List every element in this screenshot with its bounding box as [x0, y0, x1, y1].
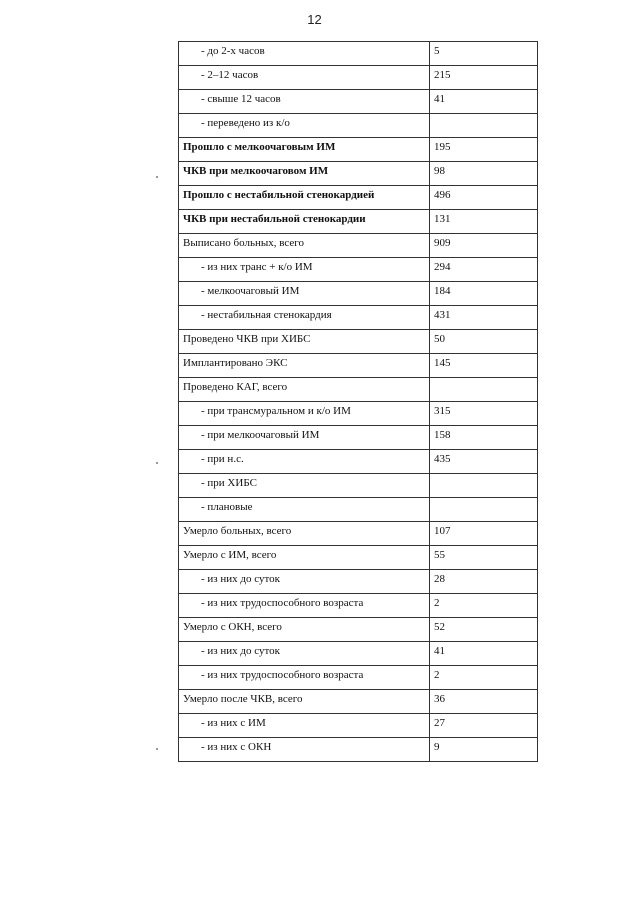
- row-label: Проведено КАГ, всего: [179, 378, 430, 402]
- table-row: [179, 402, 538, 426]
- row-label: Прошло с мелкоочаговым ИМ: [179, 138, 430, 162]
- row-label: - свыше 12 часов: [179, 90, 430, 114]
- statistics-table: [178, 41, 538, 762]
- row-value: 55: [430, 546, 538, 570]
- row-value: 431: [430, 306, 538, 330]
- table-row: [179, 450, 538, 474]
- table-row: [179, 66, 538, 90]
- row-label: - из них до суток: [179, 570, 430, 594]
- row-label: Проведено ЧКВ при ХИБС: [179, 330, 430, 354]
- table-row: [179, 282, 538, 306]
- row-label: - из них до суток: [179, 642, 430, 666]
- table-row: [179, 714, 538, 738]
- table-row: [179, 498, 538, 522]
- table-row: [179, 690, 538, 714]
- row-label: Имплантировано ЭКС: [179, 354, 430, 378]
- table-body: [179, 42, 538, 762]
- row-label: - мелкоочаговый ИМ: [179, 282, 430, 306]
- row-label: - при трансмуральном и к/о ИМ: [179, 402, 430, 426]
- table-row: [179, 42, 538, 66]
- table-row: [179, 738, 538, 762]
- row-label: Умерло с ОКН, всего: [179, 618, 430, 642]
- row-value: [430, 498, 538, 522]
- row-label: Умерло больных, всего: [179, 522, 430, 546]
- table-row: [179, 546, 538, 570]
- row-value: 496: [430, 186, 538, 210]
- table-row: [179, 330, 538, 354]
- table-row: [179, 306, 538, 330]
- table-row: [179, 210, 538, 234]
- row-value: 27: [430, 714, 538, 738]
- table-row: [179, 570, 538, 594]
- row-value: 145: [430, 354, 538, 378]
- table-row: [179, 378, 538, 402]
- row-label: - переведено из к/о: [179, 114, 430, 138]
- row-value: 909: [430, 234, 538, 258]
- row-label: Умерло после ЧКВ, всего: [179, 690, 430, 714]
- row-value: 2: [430, 594, 538, 618]
- row-value: 2: [430, 666, 538, 690]
- row-label: - из них транс + к/о ИМ: [179, 258, 430, 282]
- row-value: 9: [430, 738, 538, 762]
- row-value: 315: [430, 402, 538, 426]
- row-value: 41: [430, 642, 538, 666]
- row-label: Прошло с нестабильной стенокардией: [179, 186, 430, 210]
- row-label: - из них трудоспособного возраста: [179, 666, 430, 690]
- row-label: ЧКВ при нестабильной стенокардии: [179, 210, 430, 234]
- margin-mark: [156, 176, 158, 178]
- row-value: 50: [430, 330, 538, 354]
- row-value: 215: [430, 66, 538, 90]
- row-value: 195: [430, 138, 538, 162]
- row-value: 107: [430, 522, 538, 546]
- table-row: [179, 138, 538, 162]
- table-row: [179, 522, 538, 546]
- row-label: - 2–12 часов: [179, 66, 430, 90]
- row-value: 36: [430, 690, 538, 714]
- row-value: 158: [430, 426, 538, 450]
- row-value: [430, 474, 538, 498]
- row-label: Выписано больных, всего: [179, 234, 430, 258]
- table-row: [179, 186, 538, 210]
- table-row: [179, 234, 538, 258]
- table-row: [179, 90, 538, 114]
- row-value: 98: [430, 162, 538, 186]
- row-label: - из них с ОКН: [179, 738, 430, 762]
- row-value: 5: [430, 42, 538, 66]
- row-value: 41: [430, 90, 538, 114]
- table-row: [179, 114, 538, 138]
- table-row: [179, 474, 538, 498]
- row-value: [430, 114, 538, 138]
- row-value: 184: [430, 282, 538, 306]
- table-row: [179, 354, 538, 378]
- table-row: [179, 642, 538, 666]
- row-label: - из них с ИМ: [179, 714, 430, 738]
- page-number: 12: [307, 12, 322, 27]
- row-label: ЧКВ при мелкоочаговом ИМ: [179, 162, 430, 186]
- row-value: 294: [430, 258, 538, 282]
- row-label: - из них трудоспособного возраста: [179, 594, 430, 618]
- row-label: - при н.с.: [179, 450, 430, 474]
- row-label: - до 2-х часов: [179, 42, 430, 66]
- row-value: 52: [430, 618, 538, 642]
- table-row: [179, 666, 538, 690]
- table-row: [179, 258, 538, 282]
- table-row: [179, 594, 538, 618]
- row-label: - нестабильная стенокардия: [179, 306, 430, 330]
- row-label: - плановые: [179, 498, 430, 522]
- row-value: [430, 378, 538, 402]
- table-row: [179, 162, 538, 186]
- table-row: [179, 426, 538, 450]
- row-label: - при мелкоочаговый ИМ: [179, 426, 430, 450]
- row-value: 28: [430, 570, 538, 594]
- table-row: [179, 618, 538, 642]
- row-value: 435: [430, 450, 538, 474]
- row-label: Умерло с ИМ, всего: [179, 546, 430, 570]
- row-value: 131: [430, 210, 538, 234]
- row-label: - при ХИБС: [179, 474, 430, 498]
- margin-mark: [156, 462, 158, 464]
- margin-mark: [156, 748, 158, 750]
